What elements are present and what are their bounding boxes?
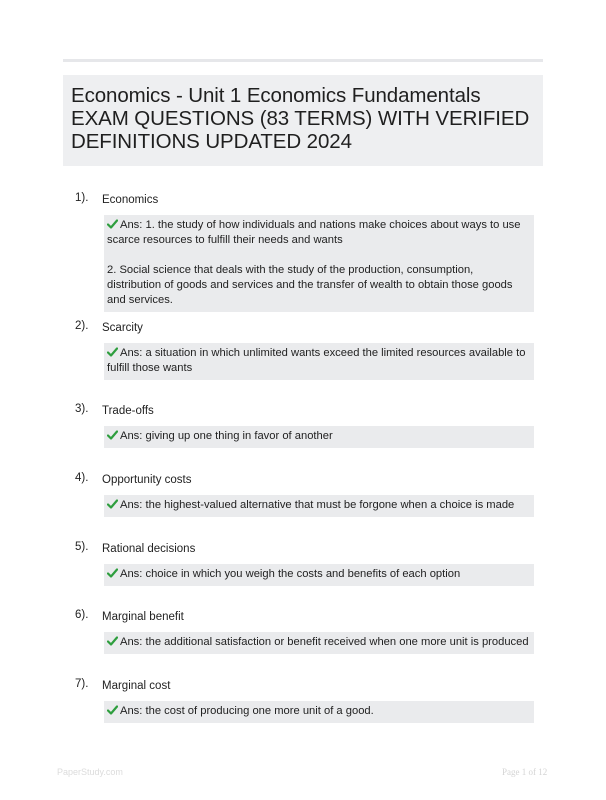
question-number: 1). — [75, 192, 89, 204]
answer-text: Ans: the cost of producing one more unit of a good. — [120, 705, 374, 717]
question-term: Scarcity — [102, 322, 143, 334]
question-number: 4). — [75, 472, 89, 484]
answer-text: Ans: a situation in which unlimited wants exceed the limited resources available to fulfill those wants — [107, 347, 526, 374]
answer-text: Ans: 1. the study of how individuals and nations make choices about ways to use scarce resources to fulfill their needs and wants — [107, 219, 521, 246]
question-term: Marginal cost — [102, 680, 171, 692]
question-term: Marginal benefit — [102, 611, 184, 623]
answer-box — [104, 564, 534, 586]
answer-box — [104, 632, 534, 654]
check-icon — [107, 347, 118, 357]
answer-text: Ans: choice in which you weigh the costs and benefits of each option — [120, 568, 461, 580]
check-icon — [107, 499, 118, 509]
question-number: 5). — [75, 541, 89, 553]
check-icon — [107, 636, 118, 646]
question-term: Rational decisions — [102, 543, 196, 555]
top-divider — [63, 59, 543, 62]
title-line: EXAM QUESTIONS (83 TERMS) WITH VERIFIED — [71, 107, 530, 130]
answer-box — [104, 701, 534, 723]
answer-box — [104, 215, 534, 312]
check-icon — [107, 705, 118, 715]
title-line: Economics - Unit 1 Economics Fundamentals — [71, 84, 481, 107]
question-term: Trade-offs — [102, 405, 154, 417]
page-number: Page 1 of 12 — [502, 767, 548, 777]
answer-text: Ans: the highest-valued alternative that must be forgone when a choice is made — [120, 499, 515, 511]
question-number: 2). — [75, 320, 89, 332]
title-line: DEFINITIONS UPDATED 2024 — [71, 130, 352, 153]
question-number: 7). — [75, 678, 89, 690]
answer-text: Ans: the additional satisfaction or benefit received when one more unit is produced — [120, 636, 529, 648]
question-term: Economics — [102, 194, 159, 206]
answer-box — [104, 495, 534, 517]
answer-box — [104, 343, 534, 380]
answer-text: Ans: giving up one thing in favor of another — [120, 430, 333, 442]
question-term: Opportunity costs — [102, 474, 192, 486]
check-icon — [107, 219, 118, 229]
answer-box — [104, 426, 534, 448]
watermark: PaperStudy.com — [57, 767, 123, 777]
question-number: 6). — [75, 609, 89, 621]
check-icon — [107, 568, 118, 578]
check-icon — [107, 430, 118, 440]
question-number: 3). — [75, 403, 89, 415]
document-title — [63, 75, 543, 166]
answer-text: 2. Social science that deals with the study of the production, consumption, distribution of goods and services and the transfer of wealth to obtain those goods and services. — [107, 264, 513, 306]
